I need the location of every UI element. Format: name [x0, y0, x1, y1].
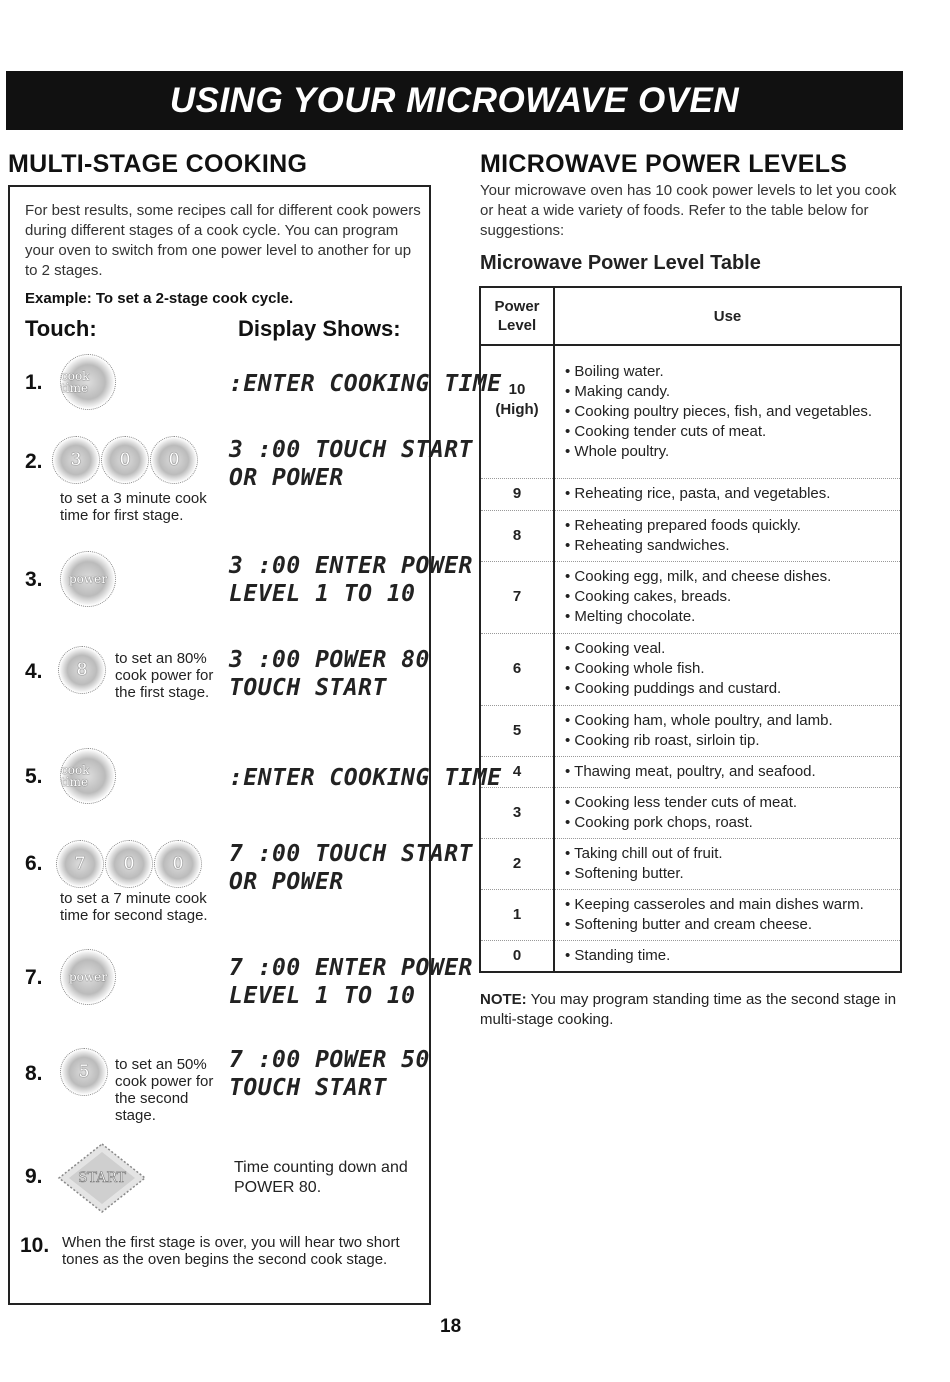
step-number: 6.: [25, 852, 43, 875]
table-row: [480, 756, 901, 787]
multi-stage-box: [8, 185, 431, 1305]
table-row: [480, 633, 901, 705]
multi-stage-title: MULTI-STAGE COOKING: [8, 150, 308, 178]
use-item: • Melting chocolate.: [565, 608, 696, 625]
step-number: 2.: [25, 450, 43, 473]
note-text: You may program standing time as the second stage in multi-stage cooking.: [480, 991, 897, 1028]
step-number: 7.: [25, 966, 43, 989]
use-column-header: Use: [554, 287, 901, 345]
power-level-table: [479, 286, 902, 973]
use-item: • Cooking tender cuts of meat.: [565, 422, 767, 440]
number-button-icon: 0: [105, 840, 153, 888]
note-label: NOTE:: [480, 991, 527, 1008]
use-item: • Taking chill out of fruit.: [565, 844, 723, 862]
use-cell: [554, 345, 901, 478]
power-level-cell: 10 (High): [480, 345, 554, 478]
table-row: [480, 345, 901, 478]
use-item: • Reheating rice, pasta, and vegetables.: [565, 485, 831, 502]
number-button-icon: 0: [154, 840, 202, 888]
display-readout: 3 :00 TOUCH START: [229, 437, 473, 463]
use-cell: [554, 787, 901, 838]
number-button-icon: 0: [150, 436, 198, 484]
power-level-cell: 8: [480, 510, 554, 561]
step-number: 10.: [20, 1234, 50, 1257]
power-level-cell: 2: [480, 838, 554, 889]
display-readout: LEVEL 1 TO 10: [229, 581, 416, 607]
use-item: • Cooking puddings and custard.: [565, 680, 782, 697]
step-10-text: When the first stage is over, you will hear two short tones as the oven begins the second cook stage.: [62, 1234, 400, 1268]
display-readout: 7 :00 POWER 50: [229, 1047, 430, 1073]
display-readout: TOUCH START: [229, 675, 387, 701]
display-readout: :ENTER COOKING TIME: [229, 371, 502, 397]
number-button-icon: 3: [52, 436, 100, 484]
table-row: [480, 561, 901, 633]
use-cell: [554, 889, 901, 940]
touch-heading: Touch:: [25, 316, 97, 341]
display-readout: 3 :00 ENTER POWER: [229, 553, 473, 579]
step-number: 9.: [25, 1165, 43, 1188]
use-cell: [554, 510, 901, 561]
use-item: • Cooking ham, whole poultry, and lamb.: [565, 711, 833, 729]
use-item: • Cooking pork chops, roast.: [565, 813, 753, 831]
power-level-cell: 1: [480, 889, 554, 940]
display-readout: LEVEL 1 TO 10: [229, 983, 416, 1009]
display-readout: OR POWER: [229, 869, 344, 895]
step-number: 1.: [25, 371, 43, 394]
step-note: to set a 7 minute cook time for second stage.: [60, 890, 208, 924]
level-column-header: Power Level: [480, 287, 554, 345]
use-item: • Thawing meat, poultry, and seafood.: [565, 762, 816, 780]
use-item: • Keeping casseroles and main dishes warm.: [565, 895, 864, 913]
use-item: • Cooking poultry pieces, fish, and vegetables.: [565, 402, 873, 420]
power-levels-intro: Your microwave oven has 10 cook power levels to let you cook or heat a wide variety of foods. Refer to the table below for suggestions:: [480, 182, 897, 239]
power-level-cell: 0: [480, 940, 554, 972]
use-item: • Softening butter.: [565, 864, 684, 882]
display-readout: TOUCH START: [229, 1075, 387, 1101]
display-readout: OR POWER: [229, 465, 344, 491]
step-display-text: Time counting down and POWER 80.: [234, 1159, 408, 1196]
number-button-icon: 0: [101, 436, 149, 484]
number-button-icon: 8: [58, 646, 106, 694]
power-level-cell: 9: [480, 478, 554, 510]
power-levels-title: MICROWAVE POWER LEVELS: [480, 150, 848, 178]
power-level-cell: 5: [480, 705, 554, 756]
svg-text:START: START: [78, 1170, 126, 1186]
display-readout: 7 :00 ENTER POWER: [229, 955, 473, 981]
power-level-cell: 3: [480, 787, 554, 838]
use-item: • Softening butter and cream cheese.: [565, 915, 813, 933]
use-cell: [554, 940, 901, 972]
power-table-title: Microwave Power Level Table: [480, 252, 761, 274]
use-cell: [554, 633, 901, 705]
power-level-cell: 4: [480, 756, 554, 787]
use-item: • Cooking whole fish.: [565, 660, 705, 677]
display-heading: Display Shows:: [238, 316, 401, 341]
use-item: • Cooking egg, milk, and cheese dishes.: [565, 568, 832, 585]
use-item: • Whole poultry.: [565, 442, 670, 460]
step-note: to set a 3 minute cook time for first stage.: [60, 490, 207, 524]
use-item: • Making candy.: [565, 382, 671, 400]
use-item: • Cooking rib roast, sirloin tip.: [565, 731, 760, 749]
use-item: • Cooking veal.: [565, 640, 666, 657]
use-cell: [554, 838, 901, 889]
number-button-icon: 7: [56, 840, 104, 888]
use-item: • Reheating sandwiches.: [565, 536, 730, 554]
use-cell: [554, 705, 901, 756]
display-readout: :ENTER COOKING TIME: [229, 765, 502, 791]
step-number: 8.: [25, 1062, 43, 1085]
table-row: [480, 838, 901, 889]
page-number: 18: [440, 1316, 462, 1337]
example-heading: Example: To set a 2-stage cook cycle.: [25, 290, 294, 307]
table-row: [480, 889, 901, 940]
number-button-icon: 5: [60, 1048, 108, 1096]
cook-time-button-icon: cook time: [60, 748, 116, 804]
cook-time-button-icon: cook time: [60, 354, 116, 410]
power-level-cell: 7: [480, 561, 554, 633]
table-header-row: [480, 287, 901, 345]
display-readout: 7 :00 TOUCH START: [229, 841, 473, 867]
page-banner: USING YOUR MICROWAVE OVEN: [6, 71, 903, 130]
use-cell: [554, 756, 901, 787]
table-row: [480, 705, 901, 756]
step-number: 4.: [25, 660, 43, 683]
table-row: [480, 510, 901, 561]
use-cell: [554, 561, 901, 633]
step-number: 5.: [25, 765, 43, 788]
table-row: [480, 787, 901, 838]
power-button-icon: power: [60, 949, 116, 1005]
power-level-cell: 6: [480, 633, 554, 705]
note: [480, 990, 900, 1030]
table-row: [480, 940, 901, 972]
table-row: [480, 478, 901, 510]
use-item: • Reheating prepared foods quickly.: [565, 516, 801, 534]
step-note: to set an 50% cook power for the second stage.: [115, 1056, 214, 1124]
use-item: • Standing time.: [565, 946, 671, 964]
step-number: 3.: [25, 568, 43, 591]
start-button-icon: [57, 1142, 147, 1214]
use-item: • Cooking less tender cuts of meat.: [565, 793, 798, 811]
use-cell: [554, 478, 901, 510]
use-item: • Cooking cakes, breads.: [565, 588, 732, 605]
power-button-icon: power: [60, 551, 116, 607]
display-readout: 3 :00 POWER 80: [229, 647, 430, 673]
multi-stage-intro: For best results, some recipes call for different cook powers during different stages of a cook cycle. You can program your oven to switch from one power level to another for up to 2 stages.: [25, 202, 421, 279]
step-note: to set an 80% cook power for the first stage.: [115, 650, 214, 701]
use-item: • Boiling water.: [565, 362, 664, 380]
